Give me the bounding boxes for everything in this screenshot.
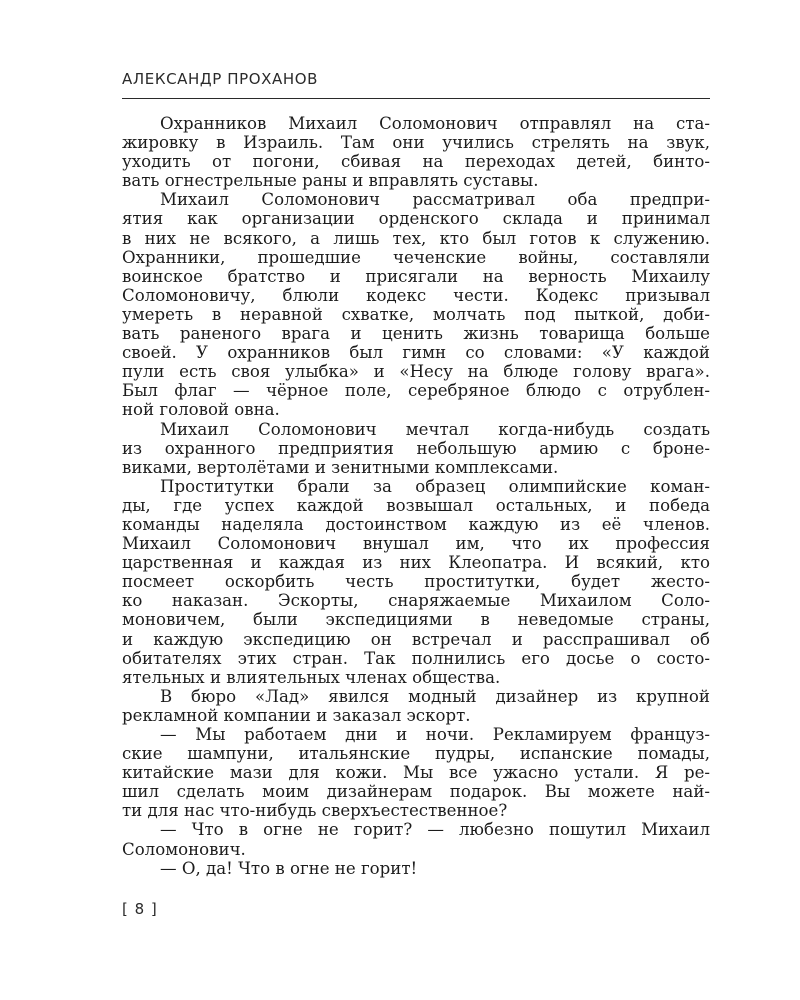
text-line: умереть в неравной схватке, молчать под пыткой, доби- [122,304,710,324]
text-line: Проститутки брали за образец олимпийские коман- [160,476,710,496]
text-line: и каждую экспедицию он встречал и расспрашивал об [122,629,710,649]
text-line: ной головой овна. [122,400,280,420]
text-line: в них не всякого, а лишь тех, кто был готов к служению. [122,228,710,248]
header-rule [122,98,710,99]
body-text [122,114,710,878]
text-line: — О, да! Что в огне не горит! [160,858,418,878]
text-line: — Что в огне не горит? — любезно пошутил Михаил [160,820,710,840]
text-line: ятельных и влиятельных членах общества. [122,667,501,687]
text-line: виками, вертолётами и зенитными комплексами. [122,457,559,477]
text-line: ко наказан. Эскорты, снаряжаемые Михаилом Соло- [122,591,710,611]
text-line: вать раненого врага и ценить жизнь товарища больше [122,324,710,344]
page-number: [ 8 ] [122,900,158,918]
text-line: посмеет оскорбить честь проститутки, будет жесто- [122,572,710,592]
text-line: царственная и каждая из них Клеопатра. И всякий, кто [122,553,710,573]
text-line: ды, где успех каждой возвышал остальных, и победа [122,495,710,515]
text-line: китайские мази для кожи. Мы все ужасно устали. Я ре- [122,763,710,783]
text-line: ские шампуни, итальянские пудры, испанские помады, [122,744,710,764]
text-line: обитателях этих стран. Так полнились его досье о состо- [122,648,710,668]
text-line: пули есть своя улыбка» и «Несу на блюде голову врага». [122,362,710,382]
text-line: Соломоновичу, блюли кодекс чести. Кодекс призывал [122,285,710,305]
text-line: жировку в Израиль. Там они учились стрелять на звук, [122,133,710,153]
text-line: моновичем, были экспедициями в неведомые страны, [122,610,710,630]
text-line: Михаил Соломонович рассматривал оба предпри- [160,190,710,210]
text-line: вать огнестрельные раны и вправлять суставы. [122,171,539,191]
text-line: Соломонович. [122,839,246,859]
text-line: команды наделяла достоинством каждую из её членов. [122,514,710,534]
text-line: уходить от погони, сбивая на переходах детей, бинто- [122,152,710,172]
text-line: своей. У охранников был гимн со словами: «У каждой [122,343,710,363]
text-line: шил сделать моим дизайнерам подарок. Вы можете най- [122,782,710,802]
text-line: — Мы работаем дни и ночи. Рекламируем француз- [160,725,710,744]
text-line: Охранников Михаил Соломонович отправлял на ста- [160,114,710,133]
text-line: В бюро «Лад» явился модный дизайнер из крупной [160,686,710,706]
text-line: Охранники, прошедшие чеченские войны, составляли [122,247,710,267]
text-line: рекламной компании и заказал эскорт. [122,705,471,725]
text-line: Михаил Соломонович мечтал когда-нибудь создать [160,419,710,439]
text-line: из охранного предприятия небольшую армию с броне- [122,438,710,458]
text-line: Михаил Соломонович внушал им, что их профессия [122,534,710,554]
running-head-author: АЛЕКСАНДР ПРОХАНОВ [122,70,319,88]
text-line: ти для нас что-нибудь сверхъестественное? [122,801,508,821]
text-line: ятия как организации орденского склада и принимал [122,209,710,229]
text-line: воинское братство и присягали на верность Михаилу [122,266,710,286]
text-line: Был флаг — чёрное поле, серебряное блюдо с отрублен- [122,381,710,401]
